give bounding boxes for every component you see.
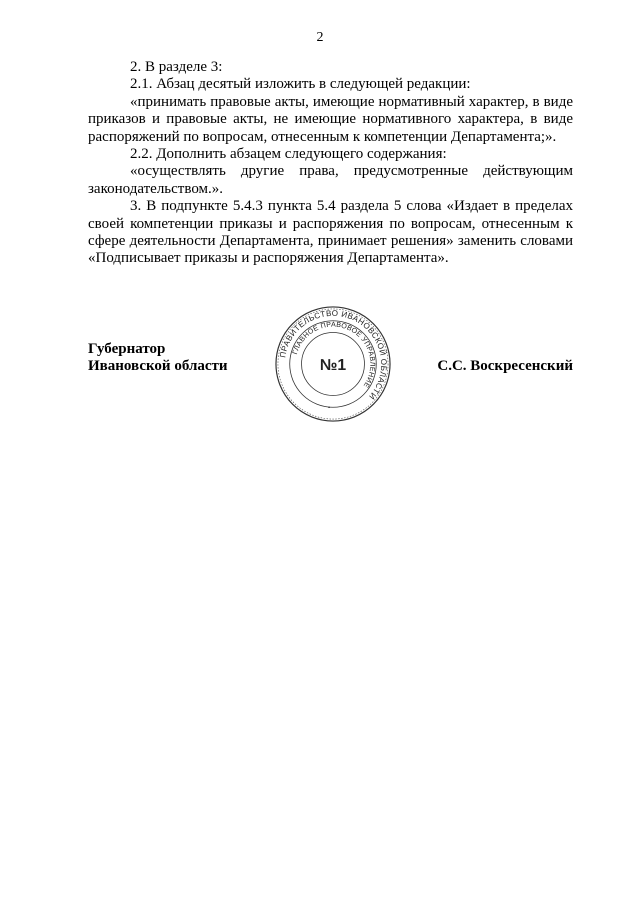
- paragraph-3: 3. В подпункте 5.4.3 пункта 5.4 раздела 5 слова «Издает в пределах своей компетенции приказы и распоряжения по вопросам, отнесенным к сфере деятельности Департамента, принимает решения» заменить словами «Подписывает приказы и распоряжения Департамента».: [88, 198, 573, 267]
- paragraph-section-3: 2. В разделе 3:: [130, 59, 223, 75]
- paragraph-2-2-text: «осуществлять другие права, предусмотренные действующим законодательством.».: [88, 163, 573, 197]
- signatory-name: С.С. Воскресенский: [437, 358, 573, 374]
- signatory-title-line-1: Губернатор: [88, 341, 166, 357]
- page-number: 2: [316, 30, 324, 45]
- svg-text:ГЛАВНОЕ ПРАВОВОЕ УПРАВЛЕНИЕ: [291, 321, 376, 390]
- signatory-title: [88, 341, 228, 376]
- official-seal-stamp: [274, 305, 392, 423]
- seal-inner-text: ГЛАВНОЕ ПРАВОВОЕ УПРАВЛЕНИЕ: [291, 320, 377, 390]
- signature-block: [88, 305, 573, 415]
- paragraph-2-1-text: «принимать правовые акты, имеющие нормативный характер, в виде приказов и правовые акты, не имеющие нормативного характера, в виде распоряжений по вопросам, отнесенным к компетенции Департамента;».: [88, 93, 573, 145]
- signatory-title-line-2: Ивановской области: [88, 358, 228, 375]
- paragraph-2-1: 2.1. Абзац десятый изложить в следующей редакции:: [130, 76, 471, 93]
- seal-center-text: №1: [319, 356, 347, 374]
- seal-outer-text: ПРАВИТЕЛЬСТВО ИВАНОВСКОЙ ОБЛАСТИ: [278, 308, 389, 402]
- document-body: [88, 59, 573, 268]
- paragraph-2-2: 2.2. Дополнить абзацем следующего содержания:: [130, 146, 447, 163]
